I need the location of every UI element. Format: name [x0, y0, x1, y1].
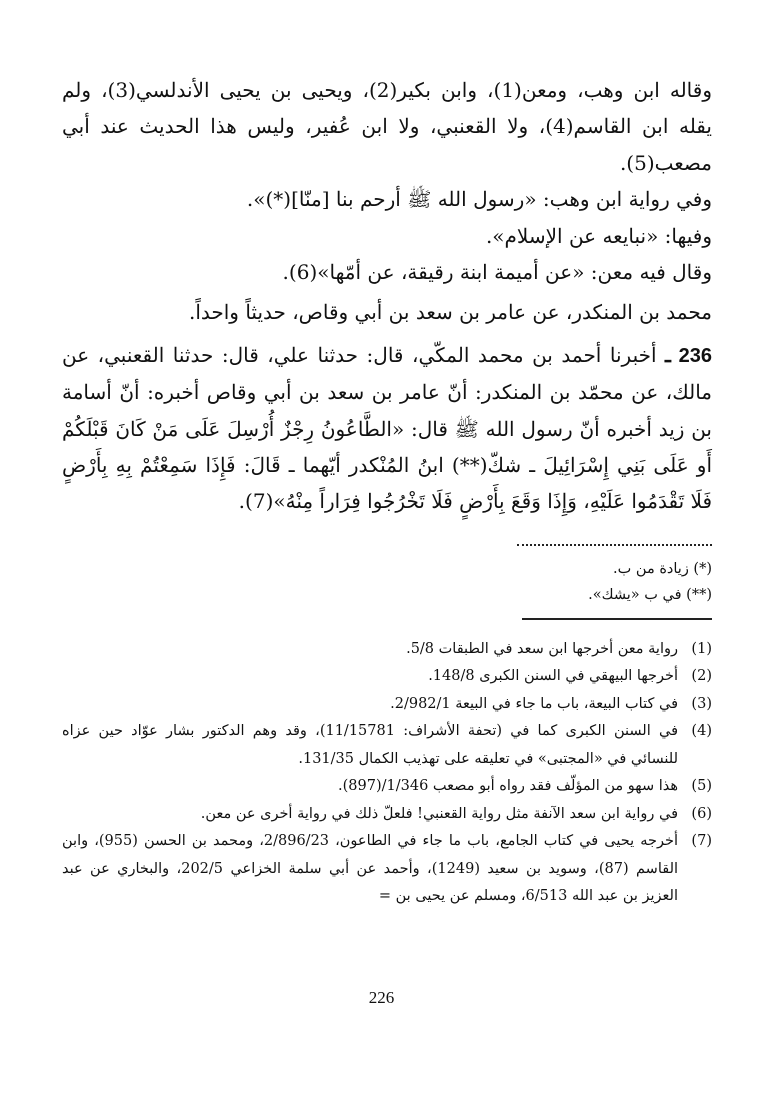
page-number: 226 — [368, 988, 395, 1007]
footnote-number: (3) — [691, 695, 712, 712]
footnote-item — [62, 691, 712, 719]
footnote-number: (7) — [691, 833, 712, 850]
variant-note: (*) زيادة من ب. — [613, 560, 712, 577]
book-page — [62, 72, 712, 911]
hadith-number: 236 ـ — [665, 344, 712, 367]
chain-heading: محمد بن المنكدر، عن عامر بن سعد بن أبي وقاص، حديثاً واحداً. — [188, 300, 712, 325]
dotted-separator — [517, 544, 712, 546]
footnote-item — [62, 718, 712, 773]
footnote-number: (6) — [691, 805, 712, 822]
footnote-number: (5) — [691, 778, 712, 795]
footnote-text: هذا سهو من المؤلّف فقد رواه أبو مصعب 1/346/(897). — [338, 778, 678, 795]
footnote-item — [62, 663, 712, 691]
footnote-item — [62, 636, 712, 664]
footnote-number: (2) — [691, 668, 712, 685]
variant-note: (**) في ب «يشك». — [588, 586, 712, 603]
footnote-number: (1) — [691, 640, 712, 657]
footnote-text: أخرجه يحيى في كتاب الجامع، باب ما جاء في الطاعون، 2/896/23، ومحمد بن الحسن (955)، وابن القاسم (87)، وسويد بن سعيد (1249)، وأحمد عن أبي سلمة الخزاعي 202/5، والبخاري عن عبد العزيز بن عبد الله 6/513، ومسلم عن يحيى بن = — [62, 833, 679, 905]
paragraph-narrators: وقاله ابن وهب، ومعن(1)، وابن بكير(2)، ويحيى بن يحيى الأندلسي(3)، ولم يقله ابن القاسم(4)، ولا القعنبي، ولا ابن عُفير، وليس هذا الحديث عند أبي مصعب(5). — [62, 78, 712, 175]
variant-notes — [62, 556, 712, 608]
line-maan-narration: وقال فيه معن: «عن أميمة ابنة رقيقة، عن أمّها»(6). — [282, 260, 712, 285]
footnote-item — [62, 801, 712, 829]
main-text — [62, 72, 712, 520]
line-ibn-wahb-narration: وفي رواية ابن وهب: «رسول الله ﷺ أرحم بنا [منّا](*)». — [246, 187, 712, 212]
footnotes — [62, 636, 712, 911]
line-fiha: وفيها: «نبايعه عن الإسلام». — [485, 223, 712, 248]
footnote-text: في رواية ابن سعد الآنفة مثل رواية القعنبي! فلعلّ ذلك في رواية أخرى عن معن. — [200, 805, 678, 822]
footnote-item — [62, 773, 712, 801]
hadith-236 — [62, 337, 712, 520]
footnote-number: (4) — [691, 723, 712, 740]
footnote-text: رواية معن أخرجها ابن سعد في الطبقات 5/8. — [406, 640, 678, 657]
footnote-text: في السنن الكبرى كما في (تحفة الأشراف: 11/15781)، وقد وهم الدكتور بشار عوّاد حين عزاه للنسائي في «المجتبى» في تعليقه على تهذيب الكمال 131/35. — [62, 723, 679, 767]
footnote-text: أخرجها البيهقي في السنن الكبرى 148/8. — [428, 668, 678, 685]
footnote-rule — [522, 618, 712, 620]
footnote-text: في كتاب البيعة، باب ما جاء في البيعة 2/982/1. — [390, 695, 678, 712]
footnote-item — [62, 828, 712, 911]
hadith-text: أخبرنا أحمد بن محمد المكّي، قال: حدثنا علي، قال: حدثنا القعنبي، عن مالك، عن محمّد بن المنكدر: أنّ عامر بن سعد بن أبي وقاص أخبره: أنّ أسامة بن زيد أخبره أنّ رسول الله ﷺ قال: «الطَّاعُونُ رِجْزٌ أُرْسِلَ عَلَى مَنْ كَانَ قَبْلَكُمْ أَو عَلَى بَنِي إِسْرَائِيلَ ـ شكّ(**) ابنُ المُنْكدر أيّهما ـ قَالَ: فَإِذَا سَمِعْتُمْ بِهِ بِأَرْضٍ فَلَا تَقْدَمُوا عَلَيْهِ، وَإِذَا وَقَعَ بِأَرْضٍ فَلَا تَخْرُجُوا فِرَاراً مِنْهُ»(7). — [62, 342, 712, 514]
